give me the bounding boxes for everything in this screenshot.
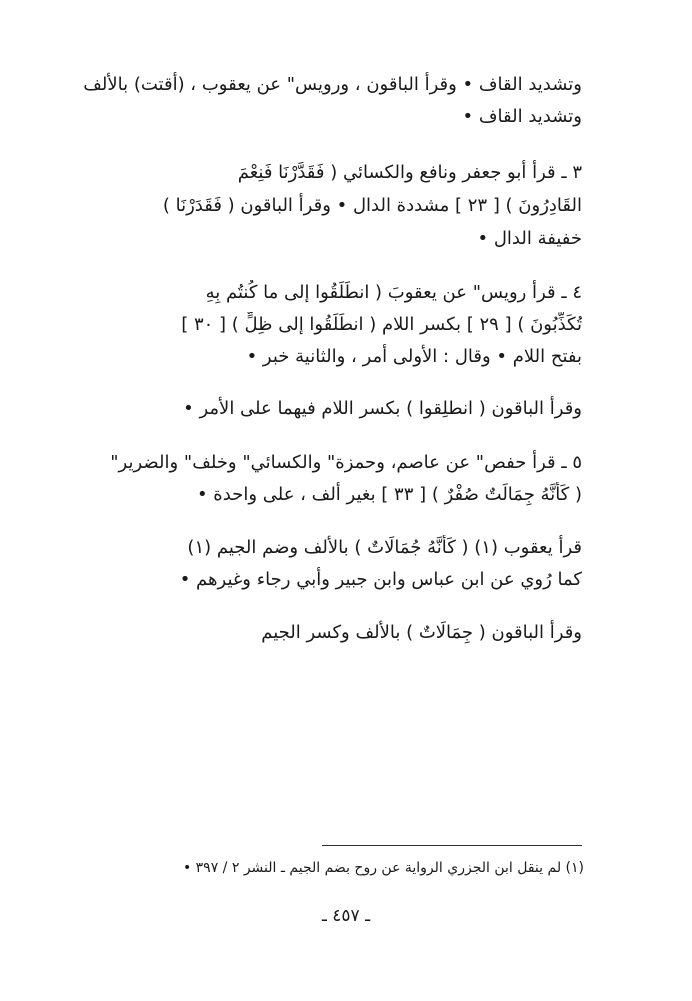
text-line: ( كَأَنَّهُ جِمَالَتٌ صُفْرٌ ) [ ٣٣ ] بغير ألف ، على واحدة • — [196, 484, 582, 505]
text-line: القَادِرُونَ ) [ ٢٣ ] مشددة الدال • وقرأ الباقون ( فَقَدَرْنَا ) — [162, 195, 582, 216]
text-line: بفتح اللام • وقال : الأولى أمر ، والثانية خبر • — [246, 346, 582, 367]
text-line: وتشديد القاف • وقرأ الباقون ، ورويس" عن يعقوب ، (أُقتت) بالألف — [83, 74, 582, 95]
text-line: وقرأ الباقون ( انطلِقوا ) بكسر اللام فيهما على الأمر • — [183, 398, 582, 419]
text-line: ٣ ـ قرأ أبو جعفر ونافع والكسائي ( فَقَدَّرْنَا فَنِعْمَ — [237, 162, 582, 183]
page-number: ـ ٤٥٧ ـ — [321, 906, 371, 926]
footnote-divider — [322, 845, 582, 846]
text-line: خفيفة الدال • — [477, 228, 582, 249]
text-line: كما رُوي عن ابن عباس وابن جبير وأبي رجاء وغيرهم • — [179, 569, 582, 590]
footnote: (١) لم ينقل ابن الجزري الرواية عن روح بضم الجيم ـ النشر ٢ / ٣٩٧ • — [182, 860, 584, 876]
text-line: قرأ يعقوب (١) ( كَأَنَّهُ جُمَالَاتٌ ) بالألف وضم الجيم (١) — [187, 537, 582, 558]
text-line: وتشديد القاف • — [462, 106, 582, 127]
text-line: ٤ ـ قرأ رويس" عن يعقوبَ ( انطَلَقُوا إلى ما كُنتُم بِهِ — [205, 282, 582, 303]
text-line: تُكَذِّبُونَ ) [ ٢٩ ] بكسر اللام ( انطَلَقُوا إلى ظِلٍّ ) [ ٣٠ ] — [181, 314, 582, 335]
text-line: ٥ ـ قرأ حفص" عن عاصم، وحمزة" والكسائي" وخلف" والضرير" — [110, 452, 582, 473]
text-line: وقرأ الباقون ( جِمَالَاتٌ ) بالألف وكسر الجيم — [261, 622, 582, 643]
